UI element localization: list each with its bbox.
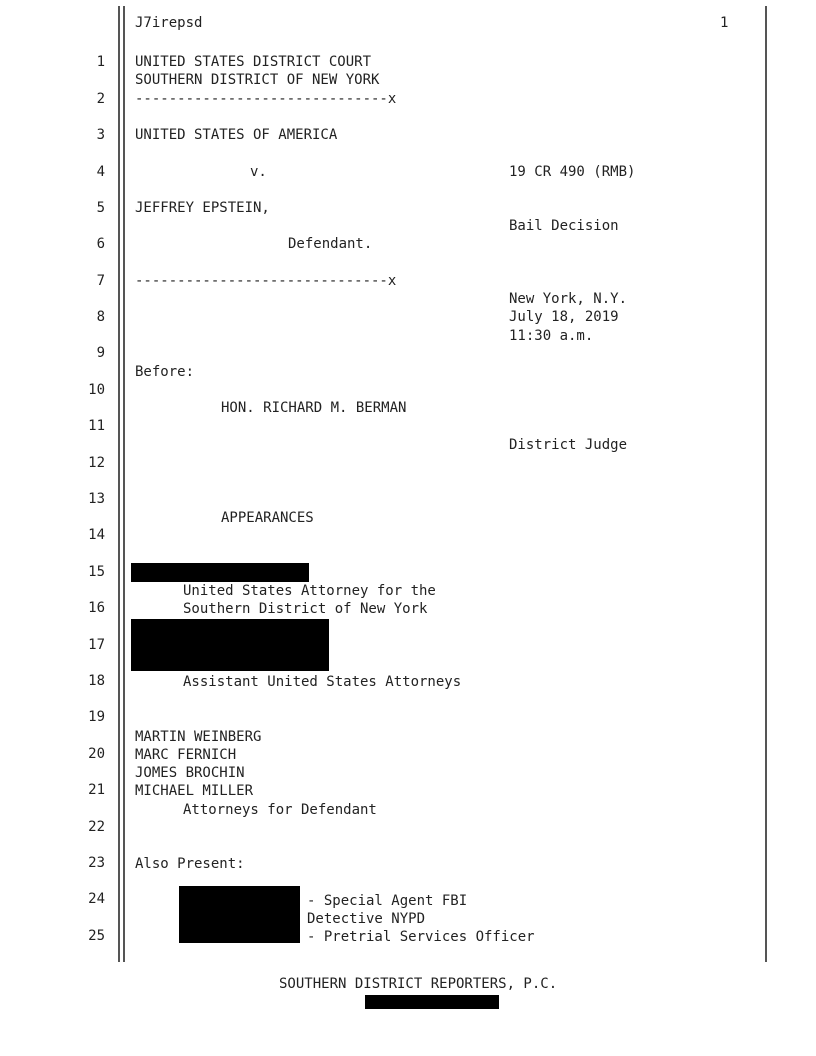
right-margin-rule <box>765 6 767 962</box>
redaction-bar <box>179 886 300 943</box>
judge-title: District Judge <box>509 437 628 453</box>
footer-reporter: SOUTHERN DISTRICT REPORTERS, P.C. <box>279 976 558 992</box>
defense-attorney: MARTIN WEINBERG <box>135 729 262 745</box>
redaction-bar <box>131 619 329 671</box>
line-number: 12 <box>88 455 105 471</box>
case-number: 19 CR 490 (RMB) <box>509 164 636 180</box>
line-number: 22 <box>88 819 105 835</box>
redaction-bar <box>131 563 309 582</box>
defendant-role: Defendant. <box>288 236 373 252</box>
line-number: 19 <box>88 709 105 725</box>
defendant-name: JEFFREY EPSTEIN, <box>135 200 270 216</box>
line-number: 11 <box>88 418 105 434</box>
line-number: 14 <box>88 527 105 543</box>
left-margin-rule-inner <box>123 6 125 962</box>
line-number: 25 <box>88 928 105 944</box>
left-margin-rule-outer <box>118 6 120 962</box>
line-number: 15 <box>88 564 105 580</box>
line-number: 13 <box>88 491 105 507</box>
line-number: 2 <box>96 91 105 107</box>
before-label: Before: <box>135 364 195 380</box>
proceeding-title: Bail Decision <box>509 218 619 234</box>
hearing-location: New York, N.Y. <box>509 291 628 307</box>
ausa-label: Assistant United States Attorneys <box>183 674 462 690</box>
line-number: 10 <box>88 382 105 398</box>
line-number: 18 <box>88 673 105 689</box>
caption-separator-top: ------------------------------x <box>135 91 397 107</box>
redaction-bar <box>365 995 499 1009</box>
plaintiff-name: UNITED STATES OF AMERICA <box>135 127 338 143</box>
line-number: 1 <box>96 54 105 70</box>
line-number: 5 <box>96 200 105 216</box>
also-present-line: - Pretrial Services Officer <box>307 929 535 945</box>
caption-separator-bottom: ------------------------------x <box>135 273 397 289</box>
also-present-line: Detective NYPD <box>307 911 426 927</box>
line-number: 24 <box>88 891 105 907</box>
court-district: SOUTHERN DISTRICT OF NEW YORK <box>135 72 380 88</box>
also-present-label: Also Present: <box>135 856 245 872</box>
line-number: 17 <box>88 637 105 653</box>
defense-attorney: MICHAEL MILLER <box>135 783 254 799</box>
page-number: 1 <box>720 15 729 31</box>
line-number: 6 <box>96 236 105 252</box>
defense-attorney: JOMES BROCHIN <box>135 765 245 781</box>
line-number: 9 <box>96 345 105 361</box>
judge-name: HON. RICHARD M. BERMAN <box>221 400 407 416</box>
hearing-date: July 18, 2019 <box>509 309 619 325</box>
defense-attorney: MARC FERNICH <box>135 747 237 763</box>
also-present-line: - Special Agent FBI <box>307 893 468 909</box>
defense-label: Attorneys for Defendant <box>183 802 377 818</box>
court-name: UNITED STATES DISTRICT COURT <box>135 54 372 70</box>
appearances-heading: APPEARANCES <box>221 510 314 526</box>
line-number: 21 <box>88 782 105 798</box>
line-number: 16 <box>88 600 105 616</box>
line-number: 8 <box>96 309 105 325</box>
line-number: 23 <box>88 855 105 871</box>
versus-text: v. <box>250 164 267 180</box>
line-number: 20 <box>88 746 105 762</box>
line-number: 3 <box>96 127 105 143</box>
line-number: 7 <box>96 273 105 289</box>
line-number: 4 <box>96 164 105 180</box>
hearing-time: 11:30 a.m. <box>509 328 594 344</box>
document-code: J7irepsd <box>135 15 203 31</box>
us-attorney-district: Southern District of New York <box>183 601 428 617</box>
us-attorney-title: United States Attorney for the <box>183 583 436 599</box>
